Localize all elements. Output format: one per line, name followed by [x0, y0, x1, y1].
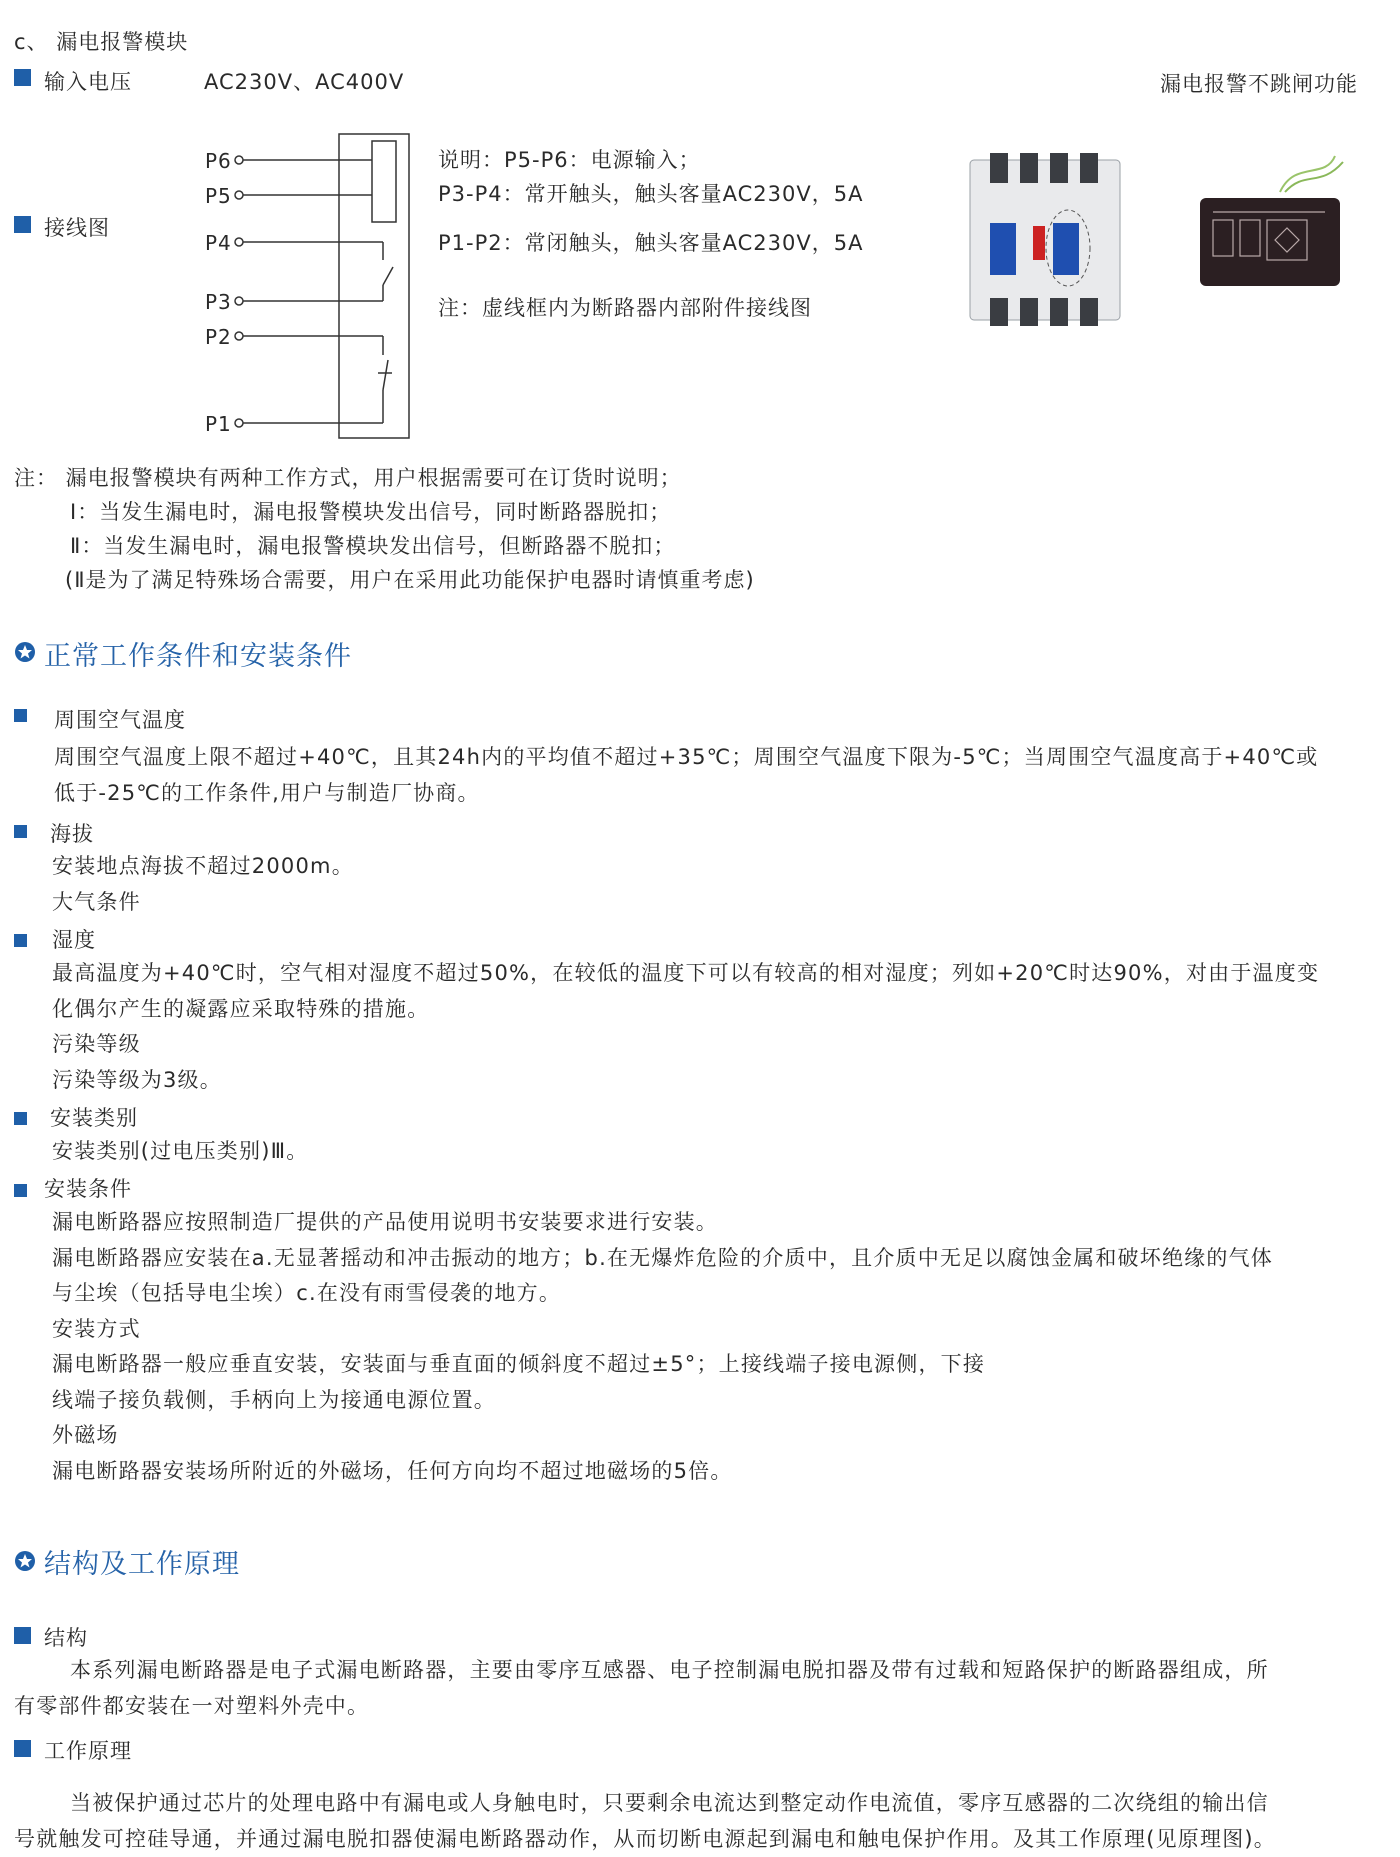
- diagram-note-2: P3-P4：常开触头，触头客量AC230V，5A: [438, 182, 864, 206]
- module-title: c、 漏电报警模块: [14, 30, 189, 54]
- heading-working-principle: 工作原理: [44, 1739, 132, 1763]
- bullet-square-icon: [14, 709, 27, 722]
- right-caption: 漏电报警不跳闸功能: [1160, 72, 1358, 96]
- working-principle-paragraph: 当被保护通过芯片的处理电路中有漏电或人身触电时，只要剩余电流达到整定动作电流值，零序互感器的二次绕组的输出信 号就触发可控硅导通，并通过漏电脱扣器使漏电断路器动作，从而切断电源起到漏电和触电保护作用。及其工作原理(见原理图)。: [14, 1791, 1276, 1851]
- remark-line-3: Ⅱ：当发生漏电时，漏电报警模块发出信号，但断路器不脱扣；: [70, 534, 676, 558]
- section-title-structure: 结构及工作原理: [44, 1549, 240, 1580]
- diagram-note-3: P1-P2：常闭触头，触头客量AC230V，5A: [438, 231, 864, 255]
- ambient-temp-paragraph: 周围空气温度上限不超过+40℃，且其24h内的平均值不超过+35℃；周围空气温度下限为-5℃；当周围空气温度高于+40℃或 低于-25℃的工作条件,用户与制造厂协商。: [54, 745, 1319, 805]
- bullet-square-icon: [14, 69, 31, 86]
- diagram-note-4: 注：虚线框内为断路器内部附件接线图: [438, 296, 812, 320]
- pin-label-p2: P2: [205, 325, 232, 349]
- heading-ambient-temp: 周围空气温度: [54, 708, 186, 732]
- install-conditions-paragraph: 漏电断路器应按照制造厂提供的产品使用说明书安装要求进行安装。 漏电断路器应安装在a.无显著摇动和冲击振动的地方；b.在无爆炸危险的介质中，且介质中无足以腐蚀金属和破坏绝缘的气体 与尘埃（包括导电尘埃）c.在没有雨雪侵袭的地方。 安装方式 漏电断路器一般应垂直安装，安装面与垂直面的倾斜度不超过±5°；上接线端子接电源侧，下接 线端子接负载侧，手柄向上为接通电源位置。 外磁场 漏电断路器安装场所附近的外磁场，任何方向均不超过地磁场的5倍。: [52, 1210, 1273, 1483]
- humidity-paragraph: 最高温度为+40℃时，空气相对湿度不超过50%，在较低的温度下可以有较高的相对湿度；列如+20℃时达90%，对由于温度变 化偶尔产生的凝露应采取特殊的措施。 污染等级 污染等级为3级。: [52, 961, 1320, 1092]
- input-voltage-value: AC230V、AC400V: [204, 70, 405, 94]
- coil-symbol: [372, 141, 396, 222]
- breaker-boundary-box: [339, 134, 409, 438]
- breaker-product-image: [965, 148, 1125, 328]
- heading-altitude: 海拔: [50, 822, 94, 846]
- input-voltage-label: 输入电压: [44, 70, 132, 94]
- bullet-square-icon: [14, 825, 27, 838]
- bullet-square-icon: [14, 1184, 27, 1197]
- heading-structure: 结构: [44, 1626, 88, 1650]
- structure-paragraph: 本系列漏电断路器是电子式漏电断路器，主要由零序互感器、电子控制漏电脱扣器及带有过载和短路保护的断路器组成，所 有零部件都安装在一对塑料外壳中。: [14, 1658, 1269, 1718]
- bullet-square-icon: [14, 1627, 31, 1644]
- bullet-square-icon: [14, 1740, 31, 1757]
- section-star-icon: [14, 641, 36, 663]
- bullet-square-icon: [14, 1112, 27, 1125]
- wiring-diagram: [195, 125, 425, 450]
- diagram-note-1: 说明：P5-P6：电源输入；: [438, 148, 701, 172]
- pin-label-p4: P4: [205, 231, 232, 255]
- pin-label-p1: P1: [205, 412, 232, 436]
- remark-line-4: (Ⅱ是为了满足特殊场合需要，用户在采用此功能保护电器时请慎重考虑): [65, 568, 755, 592]
- altitude-paragraph: 安装地点海拔不超过2000m。 大气条件: [52, 854, 354, 914]
- bullet-square-icon: [14, 934, 27, 947]
- heading-install-conditions: 安装条件: [44, 1177, 132, 1201]
- pin-label-p3: P3: [205, 290, 232, 314]
- install-category-paragraph: 安装类别(过电压类别)Ⅲ。: [52, 1139, 309, 1163]
- remark-line-1: 注： 漏电报警模块有两种工作方式，用户根据需要可在订货时说明；: [14, 466, 682, 490]
- heading-install-category: 安装类别: [50, 1106, 138, 1130]
- pin-label-p6: P6: [205, 149, 232, 173]
- remark-line-2: Ⅰ：当发生漏电时，漏电报警模块发出信号，同时断路器脱扣；: [70, 500, 672, 524]
- section-title-conditions: 正常工作条件和安装条件: [44, 641, 352, 672]
- bullet-square-icon: [14, 216, 31, 233]
- wiring-label: 接线图: [44, 216, 110, 240]
- alarm-module-image: [1185, 150, 1355, 290]
- section-star-icon: [14, 1550, 36, 1572]
- pin-label-p5: P5: [205, 184, 232, 208]
- heading-humidity: 湿度: [52, 928, 96, 952]
